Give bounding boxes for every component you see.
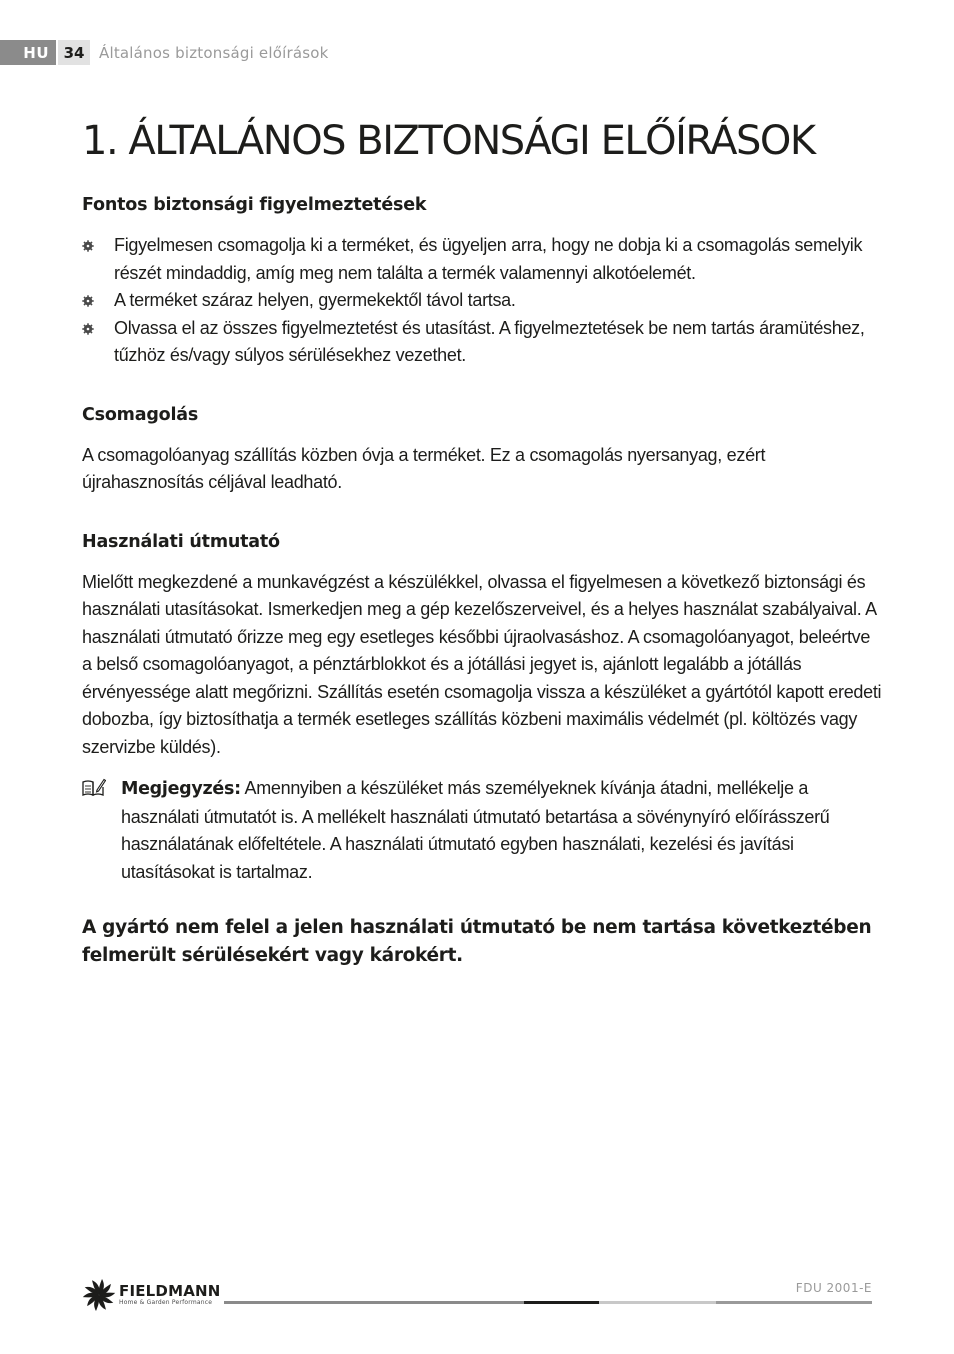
- note-paragraph: [121, 775, 882, 886]
- running-title: Általános biztonsági előírások: [99, 43, 329, 62]
- brand-tagline: Home & Garden Performance: [119, 1299, 213, 1306]
- footer-rule-segment: [224, 1301, 524, 1304]
- list-item: [82, 232, 882, 287]
- section-heading-packaging: Csomagolás: [82, 404, 199, 425]
- gear-bullet-icon: [82, 240, 94, 252]
- language-badge: HU: [0, 40, 56, 65]
- list-item-text: Figyelmesen csomagolja ki a terméket, és ügyeljen arra, hogy ne dobja ki a csomagolás semelyik részét mindaddig, amíg meg nem találta a termék valamennyi alkotóelemét.: [114, 235, 863, 283]
- footer-rule-segment: [716, 1301, 872, 1304]
- footer-rule-segment: [599, 1301, 716, 1304]
- warnings-list: [82, 232, 882, 370]
- gear-bullet-icon: [82, 323, 94, 335]
- note-text: Amennyiben a készüléket más személyeknek kívánja átadni, mellékelje a használati útmutatót is. A mellékelt használati útmutató betartása a sövénynyíró előírásszerű használatának előfeltétele. A használati útmutató egyben használati, kezelési és javítási utasításokat is tartalmaz.: [121, 778, 830, 882]
- page-footer: [82, 1276, 872, 1316]
- brand-logo: [82, 1278, 221, 1312]
- gear-bullet-icon: [82, 295, 94, 307]
- page-content: [82, 192, 882, 970]
- brand-name: FIELDMANN: [119, 1282, 221, 1300]
- open-book-pencil-icon: [82, 778, 106, 798]
- page-title: 1. ÁLTALÁNOS BIZTONSÁGI ELŐÍRÁSOK: [82, 118, 815, 164]
- manual-paragraph: Mielőtt megkezdené a munkavégzést a készülékkel, olvassa el figyelmesen a következő biztonsági és használati utasításokat. Ismerkedjen meg a gép kezelőszerveivel, és a helyes használat szabályaival. A használati útmutató őrizze meg egy esetleges későbbi újraolvasáshoz. A csomagolóanyagot, beleértve a belső csomagolóanyagot, a pénztárblokkot és a jótállási jegyet is, ajánlott legalább a jótállás érvényessége alatt megőrizni. Szállítás esetén csomagolja vissza a készüléket a gyártótól kapott eredeti dobozba, így biztosíthatja a termék esetleges szállítás közbeni maximális védelmét (pl. költözés vagy szervizbe küldés).: [82, 571, 882, 757]
- page-header: [0, 40, 329, 65]
- list-item: [82, 315, 882, 370]
- section-heading-manual: Használati útmutató: [82, 531, 280, 552]
- list-item-text: Olvassa el az összes figyelmeztetést és utasítást. A figyelmeztetések be nem tartás áramütéshez, tűzhöz és/vagy súlyos sérülésekhez vezethet.: [114, 317, 865, 365]
- list-item-text: A terméket száraz helyen, gyermekektől távol tartsa.: [114, 290, 516, 310]
- packaging-paragraph: A csomagolóanyag szállítás közben óvja a terméket. Ez a csomagolás nyersanyag, ezért újrahasznosítás céljával leadható.: [82, 444, 766, 492]
- footer-rule-segment: [524, 1301, 599, 1304]
- page-number: 34: [58, 40, 90, 65]
- model-code: FDU 2001-E: [795, 1281, 872, 1295]
- list-item: [82, 287, 882, 315]
- liability-warning: A gyártó nem felel a jelen használati útmutató be nem tartása következtében felmerült sérülésekért vagy károkért.: [82, 917, 872, 966]
- note-label: Megjegyzés:: [121, 779, 241, 799]
- section-heading-warnings: Fontos biztonsági figyelmeztetések: [82, 195, 427, 215]
- fieldmann-swirl-logo-icon: [82, 1278, 116, 1312]
- note-block: [82, 775, 882, 886]
